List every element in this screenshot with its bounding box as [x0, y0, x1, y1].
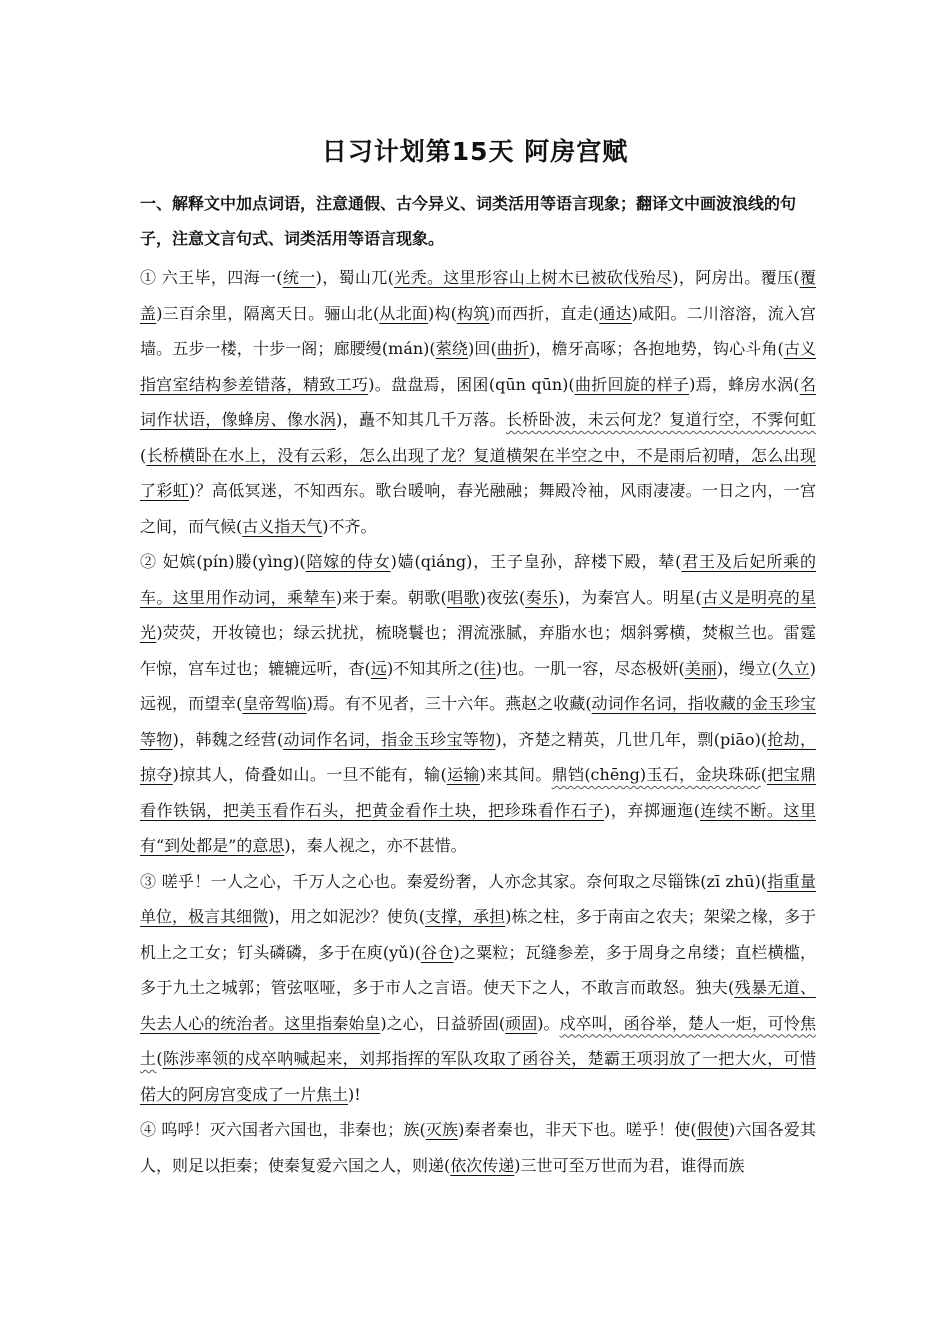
annotation-note: 陈涉率领的戍卒呐喊起来，刘邦指挥的军队攻取了函谷关，楚霸王项羽放了一把大火，可惜偌大的阿房宫变成了一片焦土	[140, 1049, 816, 1104]
passage-text: ① 六王毕，四海一(	[140, 268, 283, 287]
annotation-note: 萦绕	[435, 339, 469, 358]
annotation-note: 远	[370, 658, 387, 678]
annotation-note: 往	[479, 658, 496, 678]
passage-text: )，齐楚之精英，几世几年，剽(piāo)(	[495, 729, 768, 749]
annotation-note: 唱歌	[446, 587, 480, 607]
annotation-note: 古义指天气	[242, 516, 323, 536]
passage-text: )栋之柱，多于南亩之农夫；架梁之椽，多于机上之工女；钉头磷磷，多于在庾(yǔ)(	[140, 907, 816, 962]
passage-text: )，用之如泥沙？使负(	[268, 907, 426, 926]
annotation-note: 指重量单位，极言其细微	[140, 871, 816, 926]
passage-text: )焉，蜂房水涡(	[689, 374, 800, 394]
passage-text: )？高低冥迷，不知西东。歌台暖响，春光融融；舞殿冷袖，风雨凄凄。一日之内，一宫之间，而气候(	[140, 481, 816, 536]
annotation-note: 残暴无道、失去人心的统治者。这里指秦始皇	[140, 978, 816, 1033]
annotation-note: 连续不断。这里有“到处都是”的意思	[140, 800, 816, 855]
passage-text: )六国各爱其人，则足以拒秦；使秦复爱六国之人，则递(	[140, 1120, 816, 1175]
passage-text: )三世可至万世而为君，谁得而族	[514, 1155, 745, 1175]
passage-text: )不知其所之(	[386, 658, 480, 678]
translate-sentence: 长桥卧波，未云何龙？复道行空，不霁何虹	[505, 410, 816, 429]
annotation-note: 曲折回旋的样子	[574, 374, 690, 394]
annotation-note: 支撑，承担	[425, 907, 506, 926]
annotation-note: 把宝鼎看作铁锅，把美玉看作石头，把黄金看作土块，把珍珠看作石子	[140, 765, 816, 820]
annotation-note: 运输	[446, 765, 480, 784]
annotation-note: 光秃。这里形容山上树木已被砍伐殆尽	[393, 268, 673, 287]
passage-text: )也。一肌一容，尽态极妍(	[495, 658, 685, 678]
annotation-note: 灭族	[425, 1120, 459, 1139]
annotation-note: 名词作状语，像蜂房、像水涡	[140, 374, 816, 429]
passage-text: )咸阳。二川溶溶，流入宫墙。五步一楼，十步一阁；廊腰缦(mán)(	[140, 303, 816, 358]
annotation-note: 谷仓	[420, 942, 454, 962]
annotation-note: 假使	[696, 1120, 730, 1139]
passage-text: )，为秦宫人。明星(	[558, 587, 702, 607]
passage-text: )三百余里，隔离天日。骊山北(	[156, 303, 380, 323]
passage-text: )之心，日益骄固(	[380, 1013, 506, 1033]
passage-text: )，蜀山兀(	[315, 268, 394, 287]
passage-paragraph-1	[140, 260, 816, 544]
exercise-instructions: 一、解释文中加点词语，注意通假、古今异义、词类活用等语言现象；翻译文中画波浪线的句子，注意文言句式、词类活用等语言现象。	[140, 194, 797, 248]
annotation-note: 陪嫁的侍女	[305, 552, 391, 571]
passage-text: (	[140, 445, 147, 465]
passage-text: )嫱(qiáng)，王子皇孙，辞楼下殿，辇(	[390, 552, 682, 571]
annotation-note: 皇帝驾临	[242, 694, 307, 713]
annotation-note: 动词作名词，指收藏的金玉珍宝等物	[140, 694, 816, 749]
passage-text: ④ 呜呼！灭六国者六国也，非秦也；族(	[140, 1120, 426, 1139]
passage-text: )焉。有不见者，三十六年。燕赵之收藏(	[306, 694, 592, 713]
translate-sentence: 鼎铛(chēng)玉石，金块珠砾	[551, 765, 761, 784]
passage-text: )，弃掷逦迤(	[604, 800, 700, 820]
annotation-note: 古义指宫室结构参差错落，精致工巧	[140, 339, 816, 394]
passage-text: )而西折，直走(	[489, 303, 600, 323]
passage-text: )来于秦。朝歌(	[335, 587, 447, 607]
passage-text: )。盘盘焉，囷囷(qūn qūn)(	[368, 374, 575, 394]
passage-text: ② 妃嫔(pín)媵(yìng)(	[140, 552, 306, 571]
passage-text: )!	[348, 1084, 361, 1104]
annotation-note: 抢劫，掠夺	[140, 729, 816, 784]
annotation-note: 构筑	[456, 303, 490, 323]
annotation-note: 久立	[777, 658, 810, 678]
annotation-note: 从北面	[379, 303, 428, 323]
passage-text: )构(	[427, 303, 457, 323]
passage-text: )，阿房出。覆压(	[672, 268, 800, 287]
passage-paragraph-2	[140, 544, 816, 864]
passage-body	[140, 260, 816, 1183]
passage-text: (	[156, 1049, 163, 1068]
annotation-note: 统一	[282, 268, 316, 287]
translate-sentence: 戍卒叫，函谷举，楚人一炬，可怜焦土	[140, 1013, 816, 1068]
passage-paragraph-4	[140, 1112, 816, 1183]
passage-text: )不齐。	[322, 516, 377, 536]
annotation-note: 依次传递	[450, 1155, 515, 1175]
passage-text: )，缦立(	[716, 658, 778, 678]
annotation-note: 曲折	[496, 339, 530, 358]
annotation-note: 美丽	[684, 658, 717, 678]
passage-text: ③ 嗟乎！一人之心，千万人之心也。秦爱纷奢，人亦念其家。奈何取之尽锱铢(zī zhū)(	[140, 871, 768, 891]
annotation-note: 顽固	[505, 1013, 538, 1033]
passage-text: )，秦人视之，亦不甚惜。	[284, 836, 467, 855]
annotation-note: 长桥横卧在水上，没有云彩，怎么出现了龙？复道横架在半空之中，不是雨后初晴，怎么出现了彩虹	[140, 445, 816, 500]
passage-text: )远视，而望幸(	[140, 658, 816, 713]
passage-text: )。	[537, 1013, 560, 1033]
passage-text: )掠其人，倚叠如山。一旦不能有，输(	[172, 765, 447, 784]
passage-text: )荧荧，开妆镜也；绿云扰扰，梳晓鬟也；渭流涨腻，弃脂水也；烟斜雾横，焚椒兰也。雷霆乍惊，宫车过也；辘辘远听，杳(	[140, 623, 816, 678]
passage-text: (	[760, 765, 767, 784]
passage-text: )夜弦(	[479, 587, 526, 607]
page-title: 日习计划第15天 阿房宫赋	[321, 137, 629, 166]
annotation-note: 奏乐	[525, 587, 559, 607]
passage-text: )，韩魏之经营(	[172, 729, 284, 749]
annotation-note: 动词作名词，指金玉珍宝等物	[283, 729, 496, 749]
passage-text: )之粟粒；瓦缝参差，多于周身之帛缕；直栏横槛，多于九土之城郭；管弦呕哑，多于市人之言语。使天下之人，不敢言而敢怒。独夫(	[140, 942, 816, 997]
passage-text: )回(	[468, 339, 497, 358]
annotation-note: 通达	[599, 303, 632, 323]
passage-text: )，矗不知其几千万落。	[336, 410, 506, 429]
passage-paragraph-3	[140, 864, 816, 1113]
passage-text: )，檐牙高啄；各抱地势，钩心斗角(	[529, 339, 784, 358]
passage-text: )来其间。	[479, 765, 552, 784]
annotation-note: 君王及后妃所乘的车。这里用作动词，乘辇车	[140, 552, 816, 607]
annotation-note: 覆盖	[140, 268, 816, 323]
passage-text: )秦者秦也，非天下也。嗟乎！使(	[458, 1120, 697, 1139]
annotation-note: 古义是明亮的星光	[140, 587, 816, 642]
